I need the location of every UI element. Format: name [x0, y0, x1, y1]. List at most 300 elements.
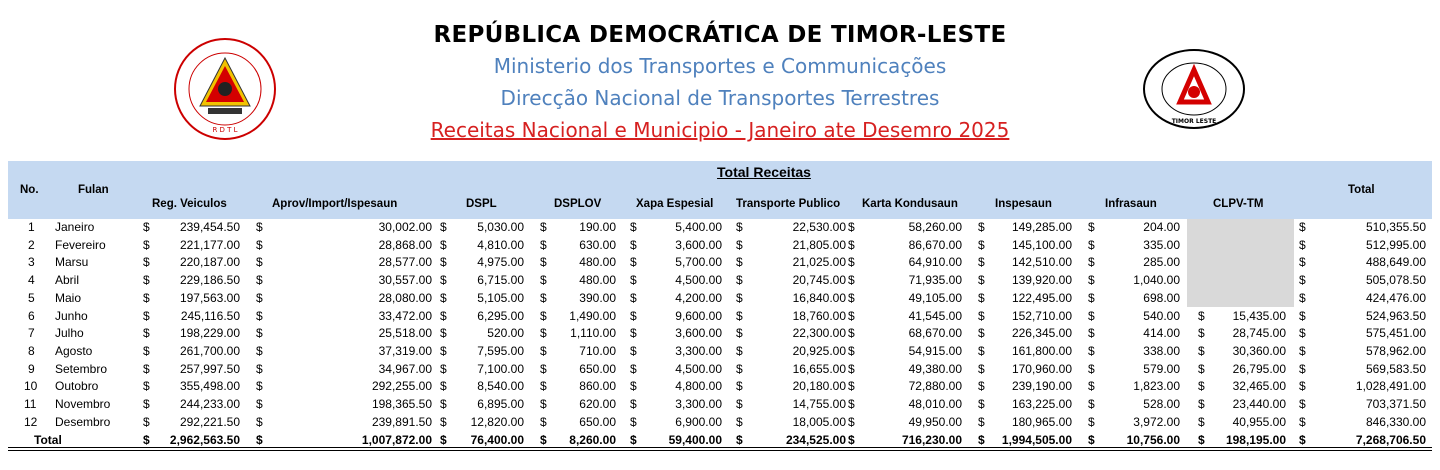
row-number: 6 — [28, 308, 35, 323]
table-cell: 20,180.00 — [792, 379, 846, 394]
table-cell: 355,498.00 — [179, 379, 240, 394]
currency-symbol: $ — [630, 414, 637, 429]
table-cell: 86,670.00 — [908, 237, 962, 252]
currency-symbol: $ — [256, 379, 263, 394]
table-cell: 76,400.00 — [470, 433, 524, 448]
table-cell: 335.00 — [1143, 237, 1180, 252]
col-header: Karta Kondusaun — [862, 198, 958, 210]
table-cell: 3,300.00 — [675, 397, 722, 411]
currency-symbol: $ — [256, 290, 263, 305]
row-month: Maio — [55, 290, 82, 305]
table-cell: 72,880.00 — [908, 379, 962, 394]
currency-symbol: $ — [630, 379, 637, 394]
currency-symbol: $ — [440, 361, 447, 376]
table-cell: 1,994,505.00 — [1001, 433, 1072, 448]
table-cell: 32,465.00 — [1232, 379, 1286, 394]
table-cell: 480.00 — [579, 255, 616, 270]
table-cell: 1,007,872.00 — [361, 433, 432, 448]
col-header: CLPV-TM — [1213, 198, 1264, 210]
currency-symbol: $ — [848, 414, 855, 429]
currency-symbol: $ — [143, 220, 150, 234]
currency-symbol: $ — [848, 273, 855, 288]
table-cell: 122,495.00 — [1011, 290, 1072, 305]
row-month: Desembro — [55, 414, 111, 429]
table-cell: 163,225.00 — [1011, 397, 1072, 411]
table-cell: 244,233.00 — [179, 397, 240, 411]
currency-symbol: $ — [978, 220, 985, 234]
table-cell: 239,454.50 — [179, 220, 240, 234]
currency-symbol: $ — [256, 397, 263, 411]
table-cell: 10,756.00 — [1126, 433, 1180, 448]
table-cell: 152,710.00 — [1011, 308, 1072, 323]
currency-symbol: $ — [630, 361, 637, 376]
table-cell: 58,260.00 — [908, 220, 962, 234]
row-total: 846,330.00 — [1365, 414, 1426, 429]
table-cell: 64,910.00 — [908, 255, 962, 270]
currency-symbol: $ — [1198, 361, 1205, 376]
currency-symbol: $ — [440, 433, 447, 448]
table-cell: 190.00 — [579, 220, 616, 234]
currency-symbol: $ — [1198, 326, 1205, 341]
currency-symbol: $ — [1088, 290, 1095, 305]
table-cell: 220,187.00 — [179, 255, 240, 270]
table-cell: 16,840.00 — [792, 290, 846, 305]
table-cell: 6,295.00 — [477, 308, 524, 323]
currency-symbol: $ — [256, 361, 263, 376]
currency-symbol: $ — [978, 237, 985, 252]
table-cell: 14,755.00 — [792, 397, 846, 411]
row-number: 12 — [24, 414, 38, 429]
currency-symbol: $ — [978, 308, 985, 323]
currency-symbol: $ — [1299, 308, 1306, 323]
currency-symbol: $ — [1088, 361, 1095, 376]
table-cell: 650.00 — [579, 361, 616, 376]
currency-symbol: $ — [736, 273, 743, 288]
col-header: Transporte Publico — [736, 198, 841, 210]
currency-symbol: $ — [1088, 397, 1095, 411]
row-number: 8 — [28, 343, 35, 358]
currency-symbol: $ — [736, 414, 743, 429]
currency-symbol: $ — [1198, 414, 1205, 429]
row-total: 512,995.00 — [1365, 237, 1426, 252]
currency-symbol: $ — [256, 343, 263, 358]
currency-symbol: $ — [978, 414, 985, 429]
currency-symbol: $ — [848, 255, 855, 270]
ministry-title: Ministerio dos Transportes e Communicações — [493, 54, 947, 78]
row-number: 7 — [28, 326, 35, 341]
currency-symbol: $ — [630, 343, 637, 358]
table-cell: 3,600.00 — [675, 326, 722, 341]
table-cell: 4,800.00 — [675, 379, 722, 394]
currency-symbol: $ — [540, 255, 547, 270]
table-cell: 37,319.00 — [378, 343, 432, 358]
table-cell: 40,955.00 — [1232, 414, 1286, 429]
currency-symbol: $ — [736, 343, 743, 358]
currency-symbol: $ — [540, 220, 547, 234]
currency-symbol: $ — [978, 290, 985, 305]
table-cell: 180,965.00 — [1011, 414, 1072, 429]
table-cell: 285.00 — [1143, 255, 1180, 270]
currency-symbol: $ — [540, 397, 547, 411]
row-number: 10 — [24, 379, 38, 394]
currency-symbol: $ — [440, 379, 447, 394]
table-cell: 49,105.00 — [908, 290, 962, 305]
row-month: Junho — [55, 308, 88, 323]
table-cell: 650.00 — [579, 414, 616, 429]
currency-symbol: $ — [978, 343, 985, 358]
table-cell: 292,221.50 — [179, 414, 240, 429]
table-cell: 1,110.00 — [570, 326, 616, 341]
table-cell: 197,563.00 — [179, 290, 240, 305]
currency-symbol: $ — [1088, 414, 1095, 429]
table-cell: 49,380.00 — [908, 361, 962, 376]
table-cell: 18,760.00 — [792, 308, 846, 323]
table-cell: 28,745.00 — [1232, 326, 1286, 341]
table-cell: 30,002.00 — [378, 220, 432, 234]
currency-symbol: $ — [143, 433, 150, 448]
col-header: Infrasaun — [1105, 198, 1157, 210]
currency-symbol: $ — [848, 308, 855, 323]
currency-symbol: $ — [440, 220, 447, 234]
table-cell: 5,700.00 — [675, 255, 722, 270]
currency-symbol: $ — [1299, 273, 1306, 288]
table-cell: 30,360.00 — [1232, 343, 1286, 358]
table-cell: 221,177.00 — [179, 237, 240, 252]
table-cell: 226,345.00 — [1011, 326, 1072, 341]
currency-symbol: $ — [143, 255, 150, 270]
total-receitas-header: Total Receitas — [717, 164, 811, 180]
table-cell: 2,962,563.50 — [169, 433, 240, 448]
currency-symbol: $ — [540, 237, 547, 252]
table-cell: 234,525.00 — [785, 433, 846, 448]
table-cell: 261,700.00 — [179, 343, 240, 358]
row-month: Marsu — [55, 255, 89, 270]
directorate-title: Direcção Nacional de Transportes Terrestres — [500, 86, 940, 110]
table-cell: 414.00 — [1143, 326, 1180, 341]
currency-symbol: $ — [1299, 379, 1306, 394]
table-cell: 860.00 — [579, 379, 616, 394]
currency-symbol: $ — [256, 433, 263, 448]
currency-symbol: $ — [736, 255, 743, 270]
currency-symbol: $ — [978, 379, 985, 394]
currency-symbol: $ — [256, 326, 263, 341]
table-cell: 149,285.00 — [1011, 220, 1072, 234]
table-cell: 338.00 — [1143, 343, 1180, 358]
rdtl-seal-logo — [170, 34, 280, 144]
currency-symbol: $ — [1299, 255, 1306, 270]
row-total: 703,371.50 — [1365, 397, 1426, 411]
table-cell: 26,795.00 — [1232, 361, 1286, 376]
table-cell: 630.00 — [579, 237, 616, 252]
currency-symbol: $ — [1299, 220, 1306, 234]
col-header-no: No. — [20, 184, 39, 196]
currency-symbol: $ — [736, 290, 743, 305]
currency-symbol: $ — [1198, 308, 1205, 323]
currency-symbol: $ — [1088, 433, 1095, 448]
table-cell: 71,935.00 — [908, 273, 962, 288]
currency-symbol: $ — [440, 326, 447, 341]
row-total: 488,649.00 — [1365, 255, 1426, 270]
currency-symbol: $ — [736, 433, 743, 448]
row-number: 11 — [24, 397, 37, 411]
seal-left-bottom-text: R D T L — [212, 126, 238, 134]
col-header: DSPL — [466, 198, 497, 210]
table-cell: 28,868.00 — [378, 237, 432, 252]
table-cell: 21,025.00 — [792, 255, 846, 270]
currency-symbol: $ — [540, 273, 547, 288]
currency-symbol: $ — [978, 273, 985, 288]
currency-symbol: $ — [736, 397, 743, 411]
row-number: 2 — [28, 237, 35, 252]
table-cell: 5,030.00 — [477, 220, 524, 234]
currency-symbol: $ — [1299, 414, 1306, 429]
currency-symbol: $ — [1088, 237, 1095, 252]
table-cell: 3,300.00 — [675, 343, 722, 358]
table-cell: 8,540.00 — [477, 379, 524, 394]
currency-symbol: $ — [848, 343, 855, 358]
currency-symbol: $ — [256, 237, 263, 252]
table-cell: 170,960.00 — [1011, 361, 1072, 376]
table-cell: 22,530.00 — [792, 220, 846, 234]
currency-symbol: $ — [143, 308, 150, 323]
row-month: Abril — [55, 273, 80, 288]
currency-symbol: $ — [440, 397, 447, 411]
table-cell: 1,823.00 — [1133, 379, 1180, 394]
table-cell: 6,900.00 — [675, 414, 722, 429]
table-cell: 142,510.00 — [1011, 255, 1072, 270]
currency-symbol: $ — [736, 326, 743, 341]
currency-symbol: $ — [540, 379, 547, 394]
currency-symbol: $ — [143, 326, 150, 341]
currency-symbol: $ — [1088, 343, 1095, 358]
table-cell: 59,400.00 — [668, 433, 722, 448]
row-total: 7,268,706.50 — [1355, 433, 1426, 448]
currency-symbol: $ — [143, 379, 150, 394]
currency-symbol: $ — [256, 414, 263, 429]
dntt-seal-logo — [1142, 48, 1246, 130]
table-cell: 198,365.50 — [371, 397, 432, 411]
table-cell: 5,400.00 — [675, 220, 722, 234]
currency-symbol: $ — [1299, 397, 1306, 411]
row-month: Novembro — [55, 397, 111, 411]
row-total: 510,355.50 — [1365, 220, 1426, 234]
currency-symbol: $ — [440, 237, 447, 252]
col-header: Inspesaun — [995, 198, 1052, 210]
table-cell: 15,435.00 — [1232, 308, 1286, 323]
table-cell: 245,116.50 — [180, 308, 240, 323]
currency-symbol: $ — [1088, 255, 1095, 270]
table-cell: 3,972.00 — [1133, 414, 1180, 429]
clpv-empty-cells — [1187, 219, 1294, 307]
report-title: Receitas Nacional e Municipio - Janeiro ate Desemro 2025 — [430, 118, 1010, 142]
table-cell: 716,230.00 — [901, 433, 962, 448]
table-cell: 4,810.00 — [477, 237, 524, 252]
currency-symbol: $ — [630, 433, 637, 448]
table-cell: 204.00 — [1143, 220, 1180, 234]
row-month: Janeiro — [55, 220, 95, 234]
currency-symbol: $ — [440, 308, 447, 323]
currency-symbol: $ — [978, 433, 985, 448]
currency-symbol: $ — [630, 220, 637, 234]
currency-symbol: $ — [736, 379, 743, 394]
row-total: 524,963.50 — [1365, 308, 1426, 323]
table-cell: 198,229.00 — [179, 326, 240, 341]
table-cell: 292,255.00 — [371, 379, 432, 394]
table-cell: 710.00 — [579, 343, 616, 358]
currency-symbol: $ — [848, 397, 855, 411]
currency-symbol: $ — [143, 273, 150, 288]
table-cell: 198,195.00 — [1225, 433, 1286, 448]
currency-symbol: $ — [630, 237, 637, 252]
currency-symbol: $ — [1088, 273, 1095, 288]
currency-symbol: $ — [1198, 379, 1205, 394]
currency-symbol: $ — [736, 220, 743, 234]
table-cell: 1,040.00 — [1133, 273, 1180, 288]
table-cell: 8,260.00 — [569, 433, 616, 448]
row-number: 1 — [28, 220, 35, 234]
table-cell: 34,967.00 — [378, 361, 432, 376]
currency-symbol: $ — [1088, 326, 1095, 341]
currency-symbol: $ — [630, 290, 637, 305]
currency-symbol: $ — [540, 433, 547, 448]
table-cell: 4,500.00 — [675, 273, 722, 288]
col-header-fulan: Fulan — [78, 184, 109, 196]
currency-symbol: $ — [848, 237, 855, 252]
table-cell: 579.00 — [1143, 361, 1180, 376]
table-cell: 6,895.00 — [477, 397, 524, 411]
currency-symbol: $ — [256, 255, 263, 270]
row-total: 578,962.00 — [1365, 343, 1426, 358]
row-month: Fevereiro — [55, 237, 106, 252]
table-cell: 25,518.00 — [378, 326, 432, 341]
row-number: 3 — [28, 255, 35, 270]
row-month: Outobro — [55, 379, 99, 394]
table-cell: 620.00 — [579, 397, 616, 411]
table-cell: 390.00 — [579, 290, 616, 305]
col-header: Xapa Espesial — [636, 198, 714, 210]
col-header: Reg. Veiculos — [152, 198, 227, 210]
row-month: Agosto — [55, 343, 93, 358]
currency-symbol: $ — [630, 273, 637, 288]
currency-symbol: $ — [630, 397, 637, 411]
currency-symbol: $ — [1299, 343, 1306, 358]
table-cell: 21,805.00 — [792, 237, 846, 252]
currency-symbol: $ — [540, 414, 547, 429]
row-total: 569,583.50 — [1365, 361, 1426, 376]
currency-symbol: $ — [143, 397, 150, 411]
row-total: 1,028,491.00 — [1355, 379, 1426, 394]
table-cell: 3,600.00 — [675, 237, 722, 252]
table-cell: 7,595.00 — [477, 343, 524, 358]
currency-symbol: $ — [848, 220, 855, 234]
currency-symbol: $ — [978, 397, 985, 411]
table-cell: 540.00 — [1143, 308, 1180, 323]
table-cell: 4,975.00 — [477, 255, 524, 270]
table-cell: 5,105.00 — [477, 290, 524, 305]
seal-right-bottom-text: TIMOR LESTE — [1171, 118, 1217, 125]
currency-symbol: $ — [540, 326, 547, 341]
currency-symbol: $ — [440, 343, 447, 358]
table-cell: 41,545.00 — [908, 308, 962, 323]
currency-symbol: $ — [848, 379, 855, 394]
currency-symbol: $ — [143, 237, 150, 252]
table-cell: 520.00 — [487, 326, 524, 341]
table-cell: 48,010.00 — [908, 397, 962, 411]
table-cell: 28,577.00 — [378, 255, 432, 270]
table-cell: 480.00 — [579, 273, 616, 288]
table-cell: 4,200.00 — [675, 290, 722, 305]
currency-symbol: $ — [540, 308, 547, 323]
table-cell: 7,100.00 — [477, 361, 524, 376]
currency-symbol: $ — [1299, 326, 1306, 341]
currency-symbol: $ — [1299, 361, 1306, 376]
table-cell: 54,915.00 — [908, 343, 962, 358]
row-total: 505,078.50 — [1365, 273, 1426, 288]
currency-symbol: $ — [143, 361, 150, 376]
table-cell: 22,300.00 — [792, 326, 846, 341]
currency-symbol: $ — [143, 414, 150, 429]
currency-symbol: $ — [1299, 290, 1306, 305]
currency-symbol: $ — [978, 326, 985, 341]
table-cell: 28,080.00 — [378, 290, 432, 305]
table-cell: 139,920.00 — [1011, 273, 1072, 288]
table-cell: 4,500.00 — [675, 361, 722, 376]
row-month: Setembro — [55, 361, 108, 376]
total-label: Total — [34, 433, 62, 448]
currency-symbol: $ — [256, 308, 263, 323]
currency-symbol: $ — [540, 361, 547, 376]
table-cell: 20,925.00 — [792, 343, 846, 358]
row-number: 4 — [28, 273, 35, 288]
table-cell: 23,440.00 — [1232, 397, 1286, 411]
currency-symbol: $ — [1299, 433, 1306, 448]
table-cell: 1,490.00 — [569, 308, 616, 323]
currency-symbol: $ — [630, 255, 637, 270]
currency-symbol: $ — [978, 361, 985, 376]
currency-symbol: $ — [848, 433, 855, 448]
table-cell: 33,472.00 — [378, 308, 432, 323]
table-cell: 20,745.00 — [792, 273, 846, 288]
table-cell: 9,600.00 — [675, 308, 722, 323]
table-cell: 161,800.00 — [1011, 343, 1072, 358]
currency-symbol: $ — [848, 290, 855, 305]
currency-symbol: $ — [440, 255, 447, 270]
col-header-total: Total — [1348, 184, 1375, 196]
currency-symbol: $ — [1198, 343, 1205, 358]
table-cell: 18,005.00 — [792, 414, 846, 429]
currency-symbol: $ — [143, 343, 150, 358]
table-cell: 12,820.00 — [470, 414, 524, 429]
currency-symbol: $ — [440, 414, 447, 429]
col-header: DSPLOV — [554, 198, 602, 210]
table-cell: 16,655.00 — [792, 361, 846, 376]
currency-symbol: $ — [1198, 397, 1205, 411]
currency-symbol: $ — [736, 361, 743, 376]
table-cell: 229,186.50 — [179, 273, 240, 288]
table-cell: 145,100.00 — [1011, 237, 1072, 252]
row-number: 5 — [28, 290, 35, 305]
currency-symbol: $ — [1088, 308, 1095, 323]
total-rule-top — [8, 447, 1432, 448]
total-rule-bottom — [8, 450, 1432, 451]
table-cell: 239,190.00 — [1011, 379, 1072, 394]
table-cell: 239,891.50 — [371, 414, 432, 429]
currency-symbol: $ — [848, 326, 855, 341]
currency-symbol: $ — [630, 326, 637, 341]
currency-symbol: $ — [440, 290, 447, 305]
currency-symbol: $ — [1088, 220, 1095, 234]
row-number: 9 — [28, 361, 35, 376]
